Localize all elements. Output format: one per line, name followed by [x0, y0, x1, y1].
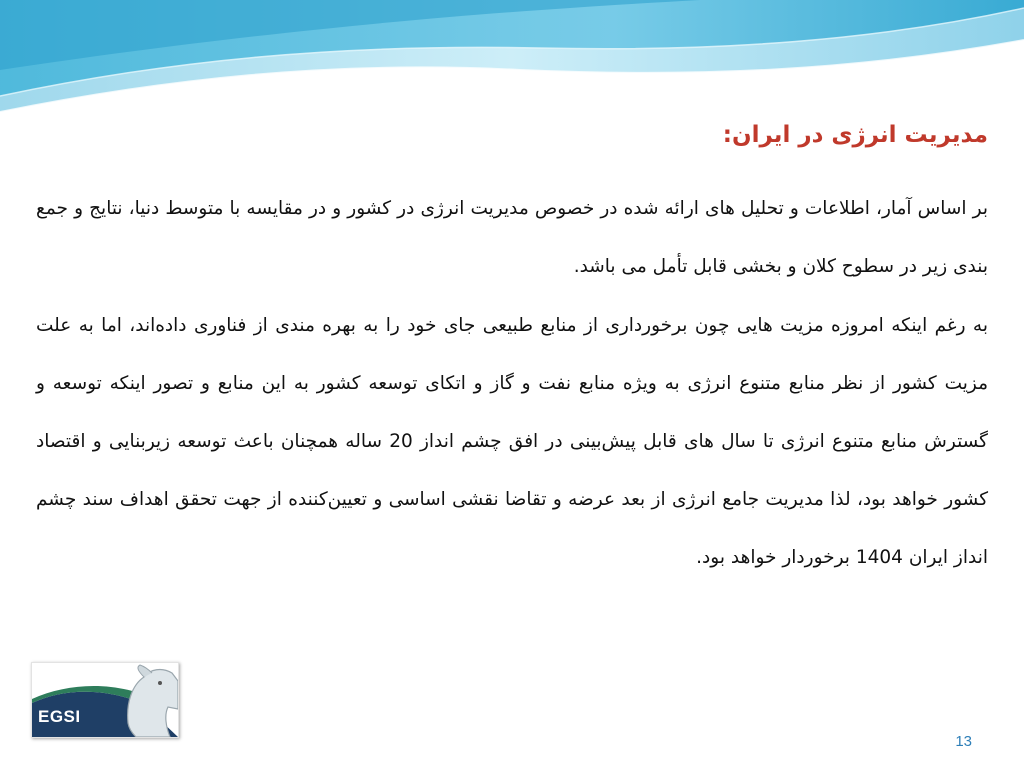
paragraph-statistics: بر اساس آمار، اطلاعات و تحلیل های ارائه شده در خصوص مدیریت انرژی در کشور و در مقایسه با متوسط دنیا، نتایج و جمع بندی زیر در سطوح کلان و بخشی قابل تأمل می باشد.: [36, 198, 988, 277]
slide-title: مدیریت انرژی در ایران:: [722, 122, 988, 148]
paragraph-energy-management: به رغم اینکه امروزه مزیت هایی چون برخورداری از منابع طبیعی جای خود را به بهره مندی از فناوری داده‌اند، اما به علت مزیت کشور از نظر منابع متنوع انرژی به ویژه منابع نفت و گاز و اتکای توسعه کشور به این منابع و تصور اینکه توسعه و گسترش منابع متنوع انرژی تا سال های قابل پیش‌بینی در افق چشم انداز 20 ساله همچنان باعث توسعه زیربنایی و اقتصاد کشور خواهد بود، لذا مدیریت جامع انرژی از بعد عرضه و تقاضا نقشی اساسی و تعیین‌کننده از جهت تحقق اهداف سند چشم انداز ایران 1404 برخوردار خواهد بود.: [36, 315, 988, 568]
header-wave-decoration: [0, 0, 1024, 130]
page-number: 13: [955, 733, 972, 750]
egsi-logo: [31, 662, 179, 738]
slide-body: [36, 180, 988, 588]
logo-text: EGSI: [38, 707, 81, 726]
